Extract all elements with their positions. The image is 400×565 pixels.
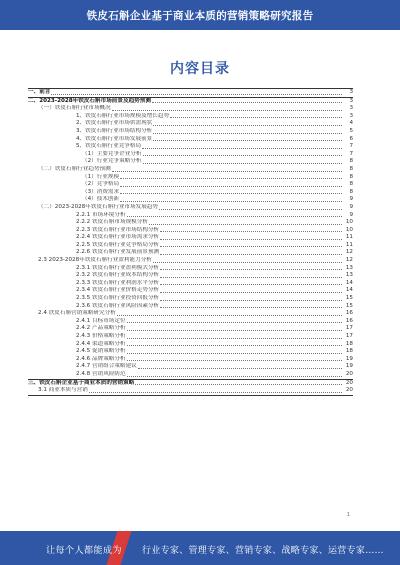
toc-entry-title: 2.4.2 产品策略分析 (76, 325, 126, 332)
toc-entry-page: 15 (345, 302, 353, 309)
toc-entry-title: 2.4.1 目标市场定位 (76, 317, 126, 324)
toc-entry-page: 3 (349, 97, 353, 104)
toc-entry-title: 2.2.4 铁皮石斛行业市场需求分析 (76, 234, 160, 241)
toc-entry[interactable] (28, 379, 353, 388)
toc-entry[interactable] (28, 371, 353, 379)
toc-entry[interactable] (28, 341, 353, 349)
toc-entry-page: 9 (349, 203, 353, 210)
toc-entry-page: 15 (345, 295, 353, 302)
toc-entry-page: 7 (349, 143, 353, 150)
toc-entry-title: 5、铁皮石斛行业竞争格局 (76, 143, 142, 150)
toc-leader-dots (149, 224, 342, 225)
toc-entry-title: （4）技术创新 (82, 196, 120, 203)
toc-entry-title: 2.4.5 促销策略分析 (76, 348, 126, 355)
toc-leader-dots (120, 193, 342, 194)
toc-leader-dots (143, 163, 343, 164)
toc-leader-dots (160, 269, 342, 270)
toc-leader-dots (160, 300, 342, 301)
toc-entry-page: 3 (349, 105, 353, 112)
toc-leader-dots (159, 209, 342, 210)
toc-entry[interactable] (28, 151, 353, 159)
toc-entry-page: 10 (345, 226, 353, 233)
toc-entry[interactable] (28, 356, 353, 364)
toc-entry-title: 2.2.2 铁皮石斛市场规模分析 (76, 219, 148, 226)
toc-leader-dots (127, 330, 342, 331)
toc-entry[interactable] (28, 88, 353, 97)
toc-entry-page: 8 (349, 181, 353, 188)
toc-leader-dots (170, 117, 342, 118)
toc-entry-page: 11 (345, 234, 353, 241)
toc-entry[interactable] (28, 113, 353, 121)
toc-entry-title: 2.3 2023-2028年铁皮石斛行业盈利能力分析 (38, 257, 152, 264)
toc-entry-page: 17 (345, 333, 353, 339)
toc-leader-dots (120, 201, 342, 202)
toc-entry-page: 8 (349, 165, 353, 172)
toc-entry-title: （二）铁皮石斛行业趋势预测 (38, 165, 111, 172)
toc-entry-page: 3 (349, 89, 353, 95)
toc-leader-dots (127, 353, 342, 354)
toc-leader-dots (120, 186, 342, 187)
toc-entry-title: 2.4 铁皮石斛营销策略研究分析 (38, 310, 116, 317)
toc-entry-title: 1、铁皮石斛行业市场规模及增长趋势 (76, 112, 170, 119)
toc-entry[interactable] (28, 136, 353, 144)
toc-entry[interactable] (28, 105, 353, 113)
footer-slogan-left: 让每个人都能成为 (46, 546, 123, 556)
toc-entry-title: （1）行业规模 (82, 173, 120, 180)
toc-entry-title: （二）2023-2028年铁皮石斛行业市场发展趋势 (38, 203, 158, 210)
toc-entry-title: 一、前言 (28, 89, 51, 95)
toc-entry[interactable] (28, 287, 353, 295)
toc-entry[interactable] (28, 212, 353, 220)
toc-entry[interactable] (28, 387, 353, 396)
toc-entry[interactable] (28, 348, 353, 356)
toc-entry-page: 7 (349, 150, 353, 157)
toc-entry-page: 16 (345, 317, 353, 324)
toc-entry-page: 8 (349, 158, 353, 165)
toc-entry[interactable] (28, 318, 353, 326)
toc-leader-dots (135, 384, 342, 385)
toc-entry[interactable] (28, 196, 353, 204)
toc-leader-dots (89, 392, 342, 393)
footer-slogan-right: 行业专家、管理专家、营销专家、战略专家、运营专家…… (142, 546, 384, 556)
toc-leader-dots (160, 239, 342, 240)
toc-entry-title: 2.2.6 铁皮石斛行业发展前景预测 (76, 249, 160, 256)
toc-entry-title: 2.4.7 营销组合策略建议 (76, 363, 137, 370)
toc-leader-dots (120, 178, 342, 179)
toc-entry[interactable] (28, 181, 353, 189)
toc-entry[interactable] (28, 143, 353, 151)
toc-leader-dots (127, 216, 342, 217)
toc-entry-page: 14 (345, 287, 353, 294)
toc-leader-dots (127, 338, 342, 339)
toc-leader-dots (160, 231, 342, 232)
toc-entry-title: 2.3.4 铁皮石斛行业价格走势分析 (76, 287, 160, 294)
page-number: 1 (346, 512, 350, 518)
toc-entry[interactable] (28, 257, 353, 265)
toc-entry-page: 5 (349, 127, 353, 134)
toc-entry-page: 10 (345, 219, 353, 226)
toc-entry-title: （2）竞争格局 (82, 181, 120, 188)
toc-entry-page: 11 (345, 241, 353, 248)
toc-entry[interactable] (28, 280, 353, 288)
toc-entry[interactable] (28, 158, 353, 166)
toc-leader-dots (160, 254, 342, 255)
toc-entry-page: 19 (345, 355, 353, 362)
toc-leader-dots (127, 376, 342, 377)
toc-entry[interactable] (28, 166, 353, 174)
toc-entry[interactable] (28, 249, 353, 257)
toc-entry-page: 16 (345, 310, 353, 317)
toc-entry[interactable] (28, 325, 353, 333)
toc-entry-page: 13 (345, 264, 353, 271)
toc-leader-dots (160, 284, 342, 285)
toc-entry[interactable] (28, 234, 353, 242)
toc-leader-dots (117, 315, 342, 316)
toc-heading: 内容目录 (170, 61, 230, 77)
toc-entry-page: 3 (349, 112, 353, 119)
toc-entry-page: 12 (345, 257, 353, 264)
toc-entry-page: 6 (349, 135, 353, 142)
toc-entry-title: 2.4.3 价格策略分析 (76, 333, 126, 339)
toc-entry-title: 4、铁皮石斛行业市场发展前景 (76, 135, 153, 142)
toc-leader-dots (127, 345, 342, 346)
toc-entry-page: 8 (349, 173, 353, 180)
toc-entry[interactable] (28, 128, 353, 136)
toc-entry-title: 2.3.2 铁皮石斛行业成本结构分析 (76, 272, 160, 279)
toc-entry[interactable] (28, 310, 353, 318)
toc-entry-title: 2.4.4 渠道策略分析 (76, 340, 126, 347)
report-header (0, 0, 400, 30)
toc-entry-title: 2.2.3 铁皮石斛行业市场结构分析 (76, 226, 160, 233)
toc-entry[interactable] (28, 174, 353, 182)
toc-leader-dots (127, 360, 342, 361)
toc-entry-title: （3）消费需求 (82, 188, 120, 195)
toc-entry-title: 2.2.5 铁皮石斛行业竞争格局分析 (76, 241, 160, 248)
toc-entry-page: 9 (349, 196, 353, 203)
toc-entry-page: 4 (349, 120, 353, 127)
toc-leader-dots (142, 148, 342, 149)
toc-leader-dots (51, 94, 342, 95)
toc-leader-dots (153, 133, 342, 134)
toc-entry-page: 20 (345, 387, 353, 394)
toc-entry-title: 2.3.5 铁皮石斛行业投资回报分析 (76, 295, 160, 302)
toc-entry-page: 20 (345, 370, 353, 377)
toc-entry[interactable] (28, 265, 353, 273)
toc-entry-page: 20 (345, 379, 353, 386)
toc-entry[interactable] (28, 120, 353, 128)
toc-entry-title: 2.2.1 市场环境分析 (76, 211, 126, 218)
toc-leader-dots (153, 140, 342, 141)
toc-entry-page: 9 (349, 211, 353, 218)
toc-entry[interactable] (28, 333, 353, 341)
toc-entry[interactable] (28, 303, 353, 311)
toc-entry-page: 17 (345, 325, 353, 332)
toc-leader-dots (153, 262, 342, 263)
toc-entry-title: 2.4.6 品牌策略分析 (76, 355, 126, 362)
toc-leader-dots (112, 110, 342, 111)
toc-entry[interactable] (28, 272, 353, 280)
report-title: 铁皮石斛企业基于商业本质的营销策略研究报告 (86, 9, 314, 22)
toc-leader-dots (160, 277, 342, 278)
toc-leader-dots (160, 307, 342, 308)
toc-entry-page: 18 (345, 348, 353, 355)
toc-entry-title: 3、铁皮石斛行业市场结构分析 (76, 127, 153, 134)
toc-entry[interactable] (28, 363, 353, 371)
table-of-contents (28, 88, 353, 396)
toc-entry[interactable] (28, 227, 353, 235)
toc-entry-title: 2.3.3 铁皮石斛行业利润水平分析 (76, 279, 160, 286)
toc-entry-title: （1）主要竞争企业分析 (82, 150, 142, 157)
toc-entry-title: 2、铁皮石斛行业市场供需现状 (76, 120, 153, 127)
footer-banner (0, 531, 400, 565)
toc-leader-dots (160, 246, 342, 247)
toc-entry-title: 二、2023-2028年铁皮石斛市场前景及趋势预测 (28, 97, 151, 104)
toc-entry-title: 2.3.1 铁皮石斛行业盈利模式分析 (76, 264, 160, 271)
toc-entry[interactable] (28, 295, 353, 303)
toc-entry-page: 18 (345, 340, 353, 347)
toc-entry[interactable] (28, 97, 353, 106)
toc-entry-page: 14 (345, 279, 353, 286)
toc-entry-page: 19 (345, 363, 353, 370)
toc-entry-title: 2.3.6 铁皮石斛行业风险因素分析 (76, 302, 160, 309)
toc-leader-dots (112, 171, 342, 172)
toc-leader-dots (152, 102, 342, 103)
toc-leader-dots (138, 368, 342, 369)
toc-entry-title: 三、铁皮石斛企业基于商业本质的营销策略 (28, 379, 135, 386)
toc-leader-dots (127, 322, 342, 323)
toc-entry[interactable] (28, 204, 353, 212)
toc-leader-dots (143, 155, 343, 156)
toc-entry[interactable] (28, 189, 353, 197)
toc-entry[interactable] (28, 219, 353, 227)
toc-entry[interactable] (28, 242, 353, 250)
toc-leader-dots (160, 292, 342, 293)
toc-entry-title: （一）铁皮石斛行业市场概况 (38, 105, 111, 112)
toc-entry-title: （2）行业竞争策略分析 (82, 158, 142, 165)
toc-entry-page: 12 (345, 249, 353, 256)
toc-entry-page: 8 (349, 188, 353, 195)
toc-entry-page: 13 (345, 272, 353, 279)
toc-leader-dots (153, 125, 342, 126)
toc-entry-title: 3.1 商业本质与营销 (38, 387, 88, 394)
toc-entry-title: 2.4.8 营销风险防范 (76, 370, 126, 377)
